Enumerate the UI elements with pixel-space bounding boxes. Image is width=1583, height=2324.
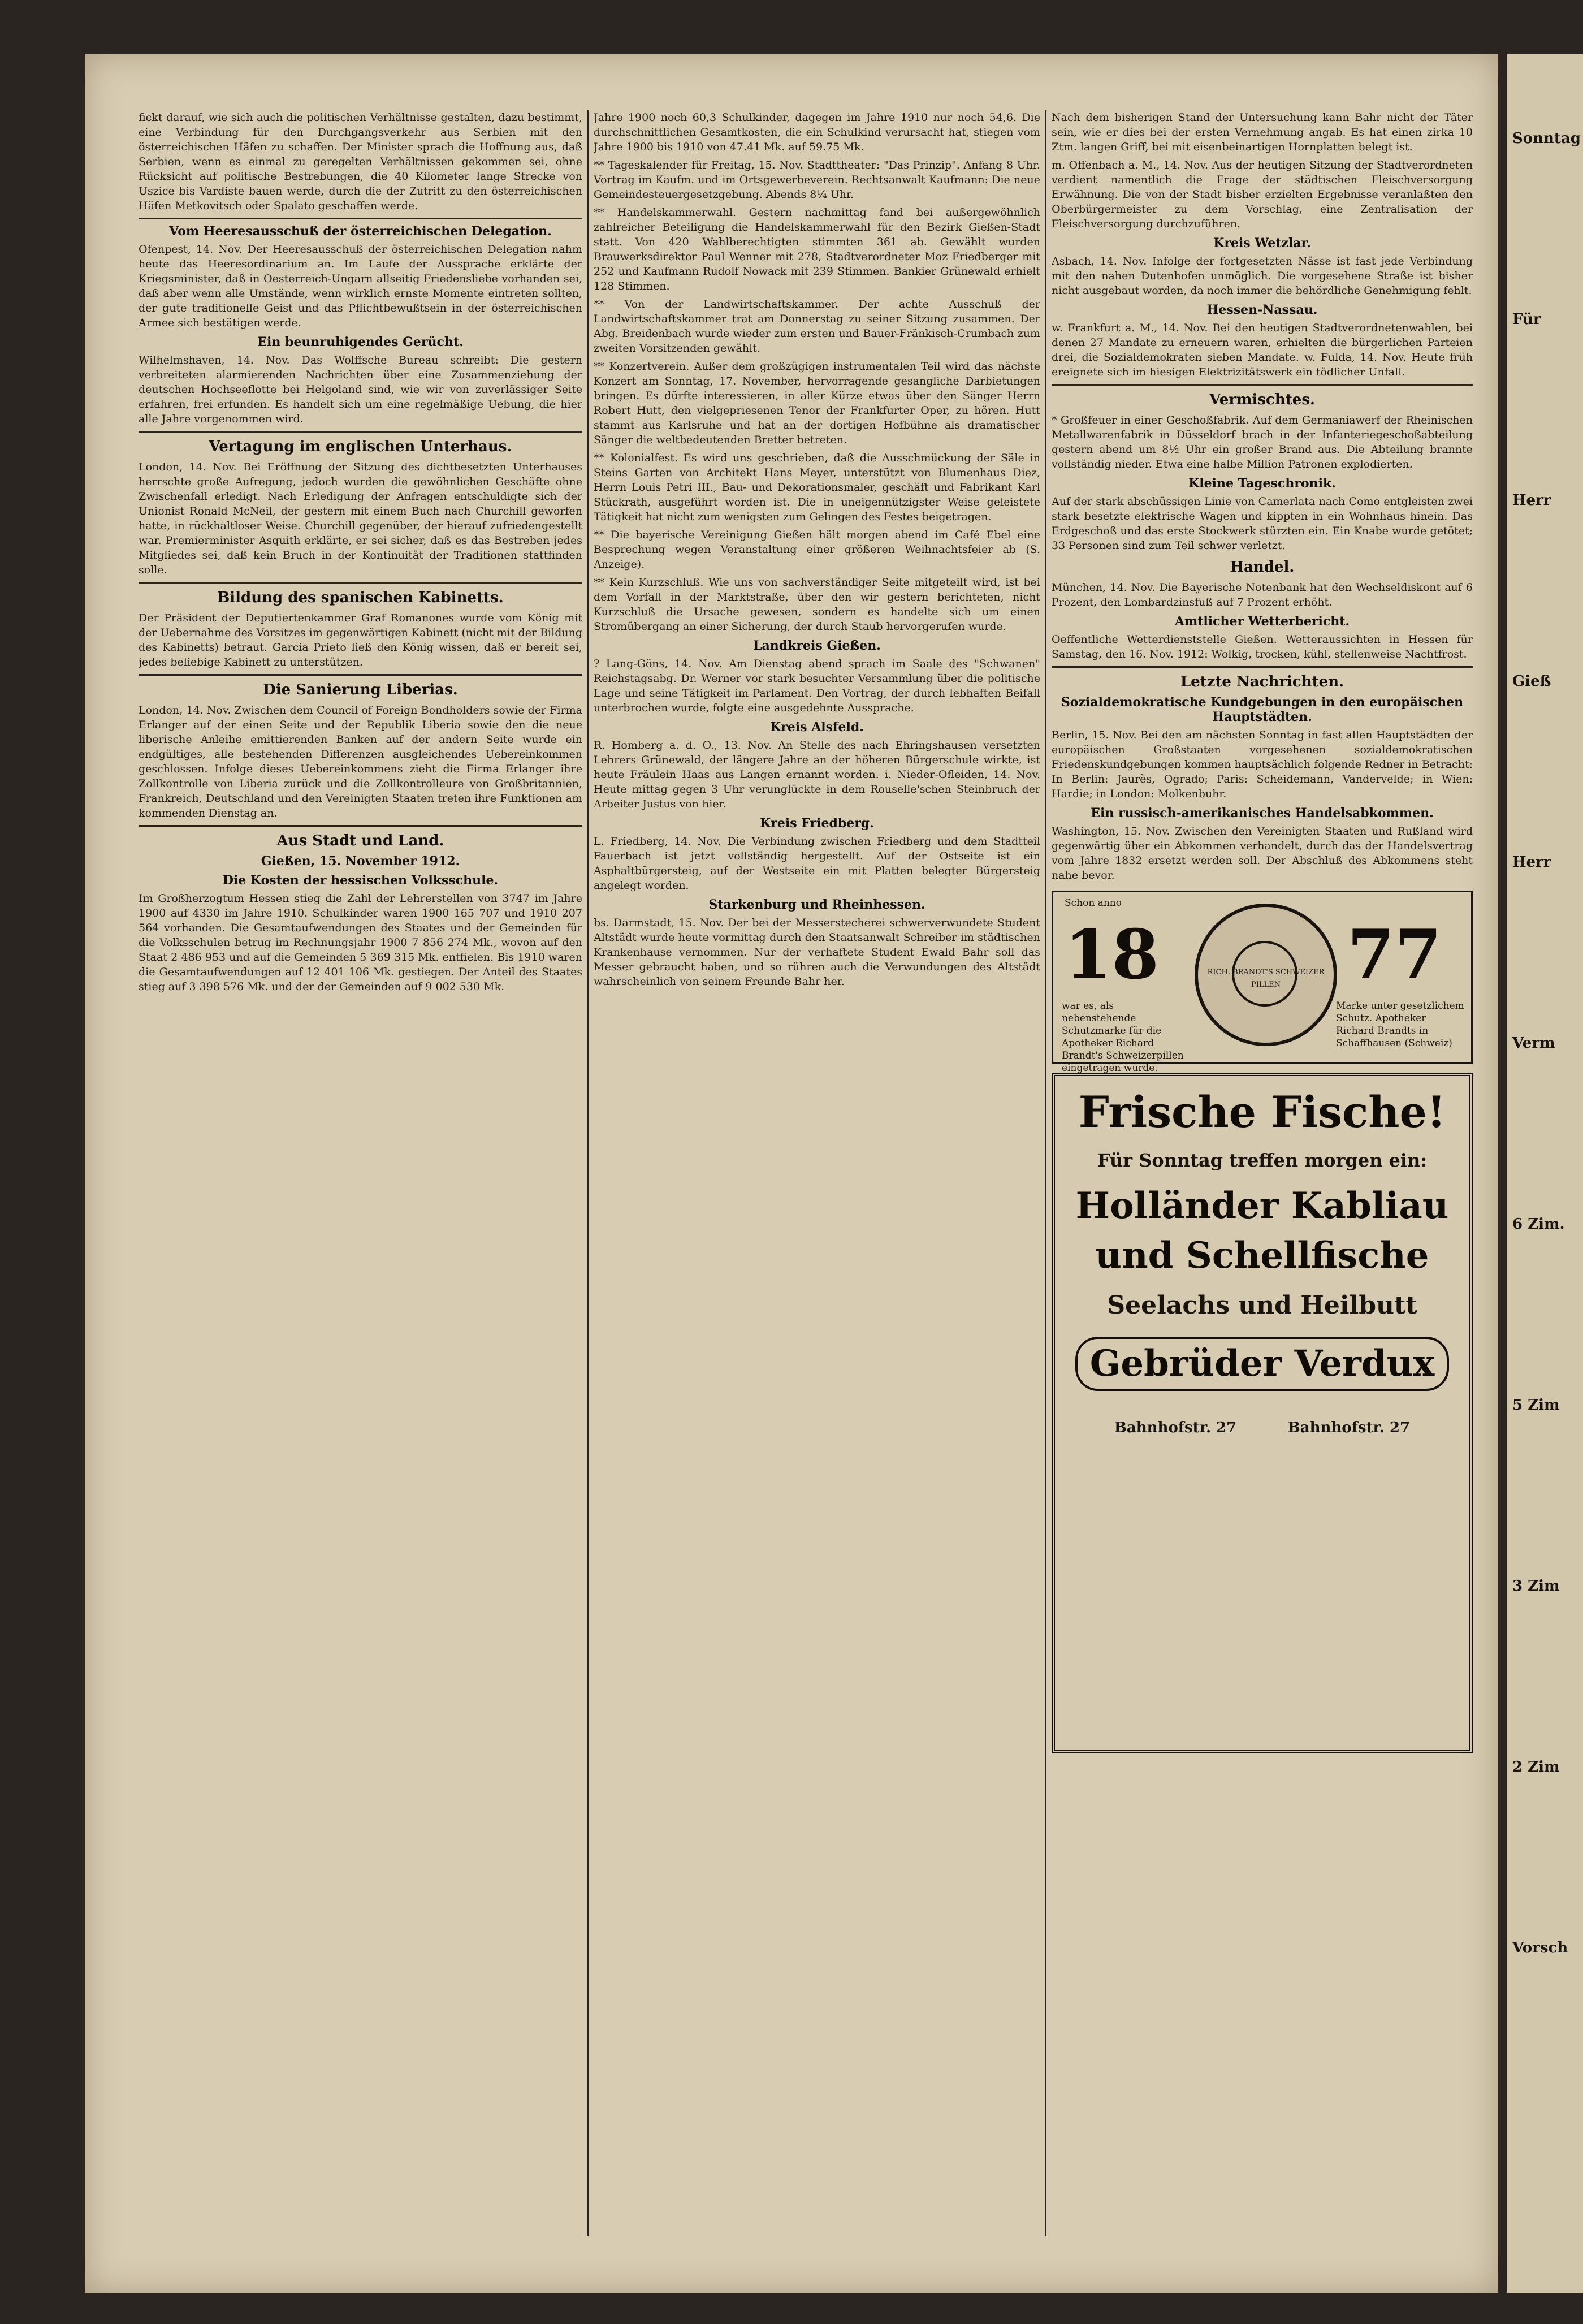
- article-text: ** Kolonialfest. Es wird uns geschrieben, daß die Ausschmückung der Säle in Steins Garten von Architekt Hans Meyer, unterstützt von Blumenhaus Diez, Herrn Louis Petri III., Bau- und Dekorationsmaler, geschäft und Fabrikant Karl Stückrath, ausgeführt worden ist. Die in uneigennützigster Weise geleistete Tätigkeit hat nicht zum wenigsten zum Gelingen des Festes beigetragen.: [594, 452, 1040, 523]
- article-text: * Großfeuer in einer Geschoßfabrik. Auf dem Germaniawerf der Rheinischen Metallwarenfabrik in Düsseldorf brach in der Infanteriegeschoßabteilung gestern abend um 8½ Uhr ein großer Brand aus. Die Abteilung brannte vollständig nieder. Etwa eine halbe Million Patronen explodierten.: [1052, 414, 1473, 470]
- article-text: Der Präsident der Deputiertenkammer Graf Romanones wurde vom König mit der Uebernahme des Vorsitzes im gegenwärtigen Kabinett (nicht mit der Bildung des Kabinetts) betraut. Garcia Prieto ließ den König wissen, daß er bereit sei, jedes beliebige Kabinett zu unterstützen.: [139, 612, 582, 668]
- newspaper-page: [85, 54, 1498, 2293]
- ad-top-text: Schon anno: [1065, 897, 1122, 909]
- article-text: ** Kein Kurzschluß. Wie uns von sachverständiger Seite mitgeteilt wird, ist bei dem Vorfall in der Marktstraße, über den wir gestern berichteten, nicht Kurzschluß die Ursache gewesen, sondern es handelte sich um einen Stromübergang an einer Sicherung, der durch Staub hervorgerufen wurde.: [594, 576, 1040, 633]
- article-text: ** Von der Landwirtschaftskammer. Der achte Ausschuß der Landwirtschaftskammer trat am Donnerstag zu seiner Sitzung zusammen. Der Abg. Breidenbach wurde wieder zum ersten und Bauer-Fränkisch-Crumbach zum zweiten Vorsitzenden gewählt.: [594, 298, 1040, 355]
- column-3: [1052, 110, 1473, 2236]
- article-text: bs. Darmstadt, 15. Nov. Der bei der Messerstecherei schwerverwundete Student Altstädt wurde heute vormittag durch den Staatsanwalt Schreiber im städtischen Krankenhause vernommen. Nur der verhaftete Student Ewald Bahr soll das Messer gebraucht haben, und so rühren auch die Verwundungen des Altstädt wahrscheinlich von seinem Freunde Bahr her.: [594, 917, 1040, 988]
- ad-address-left: Bahnhofstr. 27: [1114, 1419, 1237, 1436]
- headline: Starkenburg und Rheinhessen.: [708, 897, 925, 912]
- article-text: Wilhelmshaven, 14. Nov. Das Wolffsche Bureau schreibt: Die gestern verbreiteten alarmierenden Nachrichten über eine Zusammenziehung der deutschen Hochseeflotte bei Helgoland sind, wie wir von zuverlässiger Seite erfahren, frei erfunden. Es handelt sich um eine regelmäßige Uebung, die hier alle Jahre vorgenommen wird.: [139, 354, 582, 425]
- ad-headline: Frische Fische!: [1078, 1087, 1446, 1137]
- adjacent-page-line: 2 Zim: [1512, 1759, 1560, 1776]
- article-text: ** Konzertverein. Außer dem großzügigen instrumentalen Teil wird das nächste Konzert am Sonntag, 17. November, hervorragende gesangliche Darbietungen bringen. Es dürfte interessieren, in aller Kürze etwas über den Sänger Herrn Robert Hutt, den vielgepriesenen Tenor der Frankfurter Oper, zu hören. Hutt stammt aus Karlsruhe und hat an der dortigen Hofbühne als dramatischer Sänger die weltbedeutenden Bretter betreten.: [594, 360, 1040, 446]
- article-text: London, 14. Nov. Zwischen dem Council of Foreign Bondholders sowie der Firma Erlanger auf der einen Seite und der Republik Liberia sowie den die neue liberische Anleihe emittierenden Banken auf der andern Seite wurde ein endgültiges, alle bestehenden Differenzen ausgleichendes Uebereinkommen geschlossen. Infolge dieses Uebereinkommens zieht die Firma Erlanger ihre Zollkontrolle von Liberia zurück und die Zollkontrolleure von Großbritannien, Frankreich, Deutschland und den Vereinigten Staaten treten ihre Funktionen am kommenden Dienstag an.: [139, 704, 582, 819]
- adjacent-page-line: Sonntag: [1512, 130, 1581, 147]
- headline: Handel.: [1230, 559, 1295, 576]
- separator: [139, 431, 582, 433]
- article-text: ** Tageskalender für Freitag, 15. Nov. Stadttheater: "Das Prinzip". Anfang 8 Uhr. Vortrag im Kaufm. und im Ortsgewerbeverein. Rechtsanwalt Kaufmann: Die neue Gemeindesteuergesetzgebung. Abends 8¼ Uhr.: [594, 159, 1040, 201]
- column-2: [594, 110, 1040, 2236]
- ad-year-right: 77: [1347, 915, 1442, 995]
- article-text: Ofenpest, 14. Nov. Der Heeresausschuß der österreichischen Delegation nahm heute das Heeresordinarium an. Im Laufe der Aussprache erklärte der Kriegsminister, daß in Oesterreich-Ungarn allseitig Friedensliebe vorhanden sei, daß aber wenn alle Umstände, wenn wirklich ernste Momente eintreten sollten, der gute traditionelle Geist und das Pflichtbewußtsein in der österreichischen Armee sich bestätigen werde.: [139, 243, 582, 329]
- separator: [139, 582, 582, 584]
- separator: [1052, 666, 1473, 668]
- ad-subline: Für Sonntag treffen morgen ein:: [1097, 1150, 1428, 1171]
- article-text: R. Homberg a. d. O., 13. Nov. An Stelle des nach Ehringshausen versetzten Lehrers Grünewald, der längere Jahre an der höheren Bürgerschule wirkte, ist heute Fräulein Haas aus Langen ernannt worden. i. Nieder-Ofleiden, 14. Nov. Heute mittag gegen 3 Uhr verunglückte in dem Rouselle'schen Steinbruch der Arbeiter Justus von hier.: [594, 739, 1040, 810]
- article-text: L. Friedberg, 14. Nov. Die Verbindung zwischen Friedberg und dem Stadtteil Fauerbach ist jetzt vollständig hergestellt. Auf der Ostseite ist ein Asphaltbürgersteig, auf der Westseite ein mit Platten belegter Bürgersteig angelegt worden.: [594, 835, 1040, 892]
- article-text: ? Lang-Göns, 14. Nov. Am Dienstag abend sprach im Saale des "Schwanen" Reichstagsabg. Dr. Werner vor stark besuchter Versammlung über die politische Lage und seine Tätigkeit im Parlament. Den Vortrag, der durch lebhaften Beifall unterbrochen wurde, folgte eine ausgedehnte Aussprache.: [594, 658, 1040, 714]
- headline: Kreis Friedberg.: [760, 816, 874, 831]
- subheadline: Ein beunruhigendes Gerücht.: [257, 335, 464, 349]
- headline: Kleine Tageschronik.: [1188, 476, 1336, 491]
- seal-text: RICH. BRANDT'S SCHWEIZER PILLEN: [1207, 968, 1325, 989]
- subheadline: Ein russisch-amerikanisches Handelsabkommen.: [1091, 806, 1434, 820]
- headline: Vertagung im englischen Unterhaus.: [209, 438, 512, 455]
- dateline: Gießen, 15. November 1912.: [261, 854, 460, 869]
- headline: Die Sanierung Liberias.: [263, 681, 458, 698]
- adjacent-page-line: 3 Zim: [1512, 1578, 1560, 1595]
- headline: Vermischtes.: [1209, 391, 1316, 408]
- article-text: Washington, 15. Nov. Zwischen den Vereinigten Staaten und Rußland wird gegenwärtig über ein Abkommen verhandelt, durch das der Handelsvertrag vom Jahre 1832 ersetzt werden soll. Der Abschluß des Abkommens steht nahe bevor.: [1052, 825, 1473, 882]
- separator: [139, 825, 582, 827]
- brand-seal-icon: [1195, 904, 1337, 1046]
- ad-address: [1064, 1419, 1460, 1436]
- article-text: fickt darauf, wie sich auch die politischen Verhältnisse gestalten, dazu bestimmt, eine Verbindung für den Durchgangsverkehr aus Serbien mit den österreichischen Häfen zu schaffen. Der Minister sprach die Hoffnung aus, daß Serbien, wenn es einmal zu geregelten Verhältnissen gekommen sei, ohne Rücksicht auf politische Bestrebungen, die 40 Kilometer lange Strecke von Uszice bis Vardiste bauen werde, durch die der Zutritt zu den österreichischen Häfen Metkovitsch oder Spalato geschaffen werde.: [139, 111, 582, 212]
- ad-line-2: und Schellfische: [1095, 1234, 1429, 1277]
- article-text: Jahre 1900 noch 60,3 Schulkinder, dagegen im Jahre 1910 nur noch 54,6. Die durchschnittlichen Gesamtkosten, die ein Schulkind verursacht hat, stiegen vom Jahre 1900 bis 1910 von 47.41 Mk. auf 59.75 Mk.: [594, 111, 1040, 153]
- ad-address-right: Bahnhofstr. 27: [1287, 1419, 1411, 1436]
- ad-line-3: Seelachs und Heilbutt: [1107, 1291, 1417, 1320]
- adjacent-page-edge: [1507, 54, 1583, 2293]
- adjacent-page-line: Für: [1512, 311, 1541, 328]
- article-text: ** Handelskammerwahl. Gestern nachmittag fand bei außergewöhnlich zahlreicher Beteiligung die Handelskammerwahl für den Bezirk Gießen-Stadt statt. Von 420 Wahlberechtigten stimmten 361 ab. Gewählt wurden Brauwerksdirektor Paul Wenner mit 278, Stadtverordneter Moz Friedberger mit 252 und Kaufmann Rudolf Nowack mit 239 Stimmen. Bankier Grünewald erhielt 128 Stimmen.: [594, 206, 1040, 292]
- separator: [1052, 384, 1473, 386]
- adjacent-page-line: 6 Zim.: [1512, 1216, 1565, 1233]
- article-text: Im Großherzogtum Hessen stieg die Zahl der Lehrerstellen von 3747 im Jahre 1900 auf 4330 im Jahre 1910. Schulkinder waren 1900 165 707 und 1910 207 564 vorhanden. Die Gesamtaufwendungen des Staates und der Gemeinden für die Volksschulen betrug im Rechnungsjahr 1900 7 856 274 Mk., wovon auf den Staat 2 486 953 und auf die Gemeinden 5 369 315 Mk. entfielen. Bis 1910 waren die Gesamtaufwendungen auf 12 401 106 Mk. gestiegen. Der Anteil des Staates stieg auf 3 398 576 Mk. und der der Gemeinden auf 9 002 530 Mk.: [139, 892, 582, 993]
- separator: [139, 674, 582, 676]
- column-rule: [587, 110, 589, 2236]
- headline: Landkreis Gießen.: [753, 638, 881, 653]
- headline: Bildung des spanischen Kabinetts.: [217, 589, 504, 606]
- headline: Hessen-Nassau.: [1206, 303, 1318, 317]
- advertisement-fresh-fish: [1052, 1073, 1473, 1753]
- article-text: Auf der stark abschüssigen Linie von Camerlata nach Como entgleisten zwei stark besetzte elektrische Wagen und kippten in ein Wohnhaus hinein. Das Erdgeschoß und das erste Stockwerk stürzten ein. Ein Knabe wurde getötet; 33 Personen sind zum Teil schwer verletzt.: [1052, 495, 1473, 552]
- adjacent-page-line: Vorsch: [1512, 1939, 1568, 1956]
- article-text: Berlin, 15. Nov. Bei den am nächsten Sonntag in fast allen Hauptstädten der europäischen Großstaaten vorgesehenen sozialdemokratischen Friedenskundgebungen kommen hauptsächlich folgende Redner in Betracht: In Berlin: Jaurès, Ogrado; Paris: Scheidemann, Vandervelde; in Wien: Hardie; in London: Molkenbuhr.: [1052, 729, 1473, 800]
- article-text: Oeffentliche Wetterdienststelle Gießen. Wetteraussichten in Hessen für Samstag, den 16. Nov. 1912: Wolkig, trocken, kühl, stellenweise Nachtfrost.: [1052, 633, 1473, 660]
- headline: Kreis Wetzlar.: [1213, 236, 1311, 250]
- ad-line-1: Holländer Kabliau: [1075, 1185, 1449, 1227]
- headline: Kreis Alsfeld.: [770, 720, 864, 735]
- ad-left-text: war es, als nebenstehende Schutzmarke für die Apotheker Richard Brandt's Schweizerpillen eingetragen wurde.: [1062, 1000, 1184, 1074]
- column-rule: [1045, 110, 1046, 2236]
- ad-firm-name: Gebrüder Verdux: [1075, 1337, 1449, 1391]
- article-text: ** Die bayerische Vereinigung Gießen hält morgen abend im Café Ebel eine Besprechung wegen Veranstaltung einer größeren Weihnachtsfeier ab (S. Anzeige).: [594, 529, 1040, 571]
- ad-right-text: Marke unter gesetzlichem Schutz. Apotheker Richard Brandts in Schaffhausen (Schweiz): [1336, 1000, 1464, 1049]
- ad-year-left: 18: [1065, 915, 1159, 995]
- headline: Amtlicher Wetterbericht.: [1174, 614, 1350, 629]
- adjacent-page-line: Herr: [1512, 492, 1551, 509]
- headline: Vom Heeresausschuß der österreichischen Delegation.: [169, 224, 552, 239]
- article-text: Nach dem bisherigen Stand der Untersuchung kann Bahr nicht der Täter sein, wie er dies bei der ersten Vernehmung angab. Es hat einen zirka 10 Ztm. langen Griff, bei mit eisenbeinartigen Hornplatten belegt ist.: [1052, 111, 1473, 153]
- adjacent-page-line: Verm: [1512, 1035, 1555, 1052]
- article-text: m. Offenbach a. M., 14. Nov. Aus der heutigen Sitzung der Stadtverordneten verdient namentlich die Frage der städtischen Fleischversorgung Erwähnung. Die von der Stadt bisher erzielten Ergebnisse veranlaßten den Oberbürgermeister zu dem Vorschlag, eine Zentralisation der Fleischversorgung durchzuführen.: [1052, 159, 1473, 230]
- headline: Letzte Nachrichten.: [1180, 673, 1344, 690]
- article-text: w. Frankfurt a. M., 14. Nov. Bei den heutigen Stadtverordnetenwahlen, bei denen 27 Mandate zu erneuern waren, erhielten die bürgerlichen Parteien drei, die Sozialdemokraten sieben Mandate. w. Fulda, 14. Nov. Heute früh ereignete sich im hiesigen Elektrizitätswerk ein tödlicher Unfall.: [1052, 322, 1473, 378]
- article-text: London, 14. Nov. Bei Eröffnung der Sitzung des dichtbesetzten Unterhauses herrschte große Aufregung, jedoch wurden die gewöhnlichen Geschäfte ohne Zwischenfall erledigt. Nach Erledigung der Anfragen entschuldigte sich der Unionist Ronald McNeil, der gestern mit einem Buch nach Churchill geworfen hatte, in rückhaltloser Weise. Churchill gegenüber, der hierauf zufriedengestellt war. Premierminister Asquith erklärte, er sei sicher, daß es das Bestreben jedes Mitgliedes sei, daß kein Bruch in der Kontinuität der Traditionen stattfinden solle.: [139, 461, 582, 576]
- adjacent-page-line: 5 Zim: [1512, 1397, 1560, 1414]
- adjacent-page-line: Herr: [1512, 854, 1551, 871]
- article-text: Asbach, 14. Nov. Infolge der fortgesetzten Nässe ist fast jede Verbindung mit den nahen Dutenhofen unmöglich. Die vorgesehene Straße ist bisher nicht ausgebaut worden, da noch immer die behördliche Genehmigung fehlt.: [1052, 255, 1473, 297]
- separator: [139, 218, 582, 219]
- adjacent-page-text: [1512, 122, 1580, 2112]
- subheadline: Sozialdemokratische Kundgebungen in den europäischen Hauptstädten.: [1061, 695, 1464, 724]
- section-headline: Aus Stadt und Land.: [276, 832, 444, 849]
- advertisement-brandt-pills: [1052, 891, 1473, 1074]
- headline: Die Kosten der hessischen Volksschule.: [222, 873, 499, 888]
- article-text: München, 14. Nov. Die Bayerische Notenbank hat den Wechseldiskont auf 6 Prozent, den Lombardzinsfuß auf 7 Prozent erhöht.: [1052, 581, 1473, 608]
- column-1: [139, 110, 582, 2236]
- adjacent-page-line: Gieß: [1512, 673, 1551, 690]
